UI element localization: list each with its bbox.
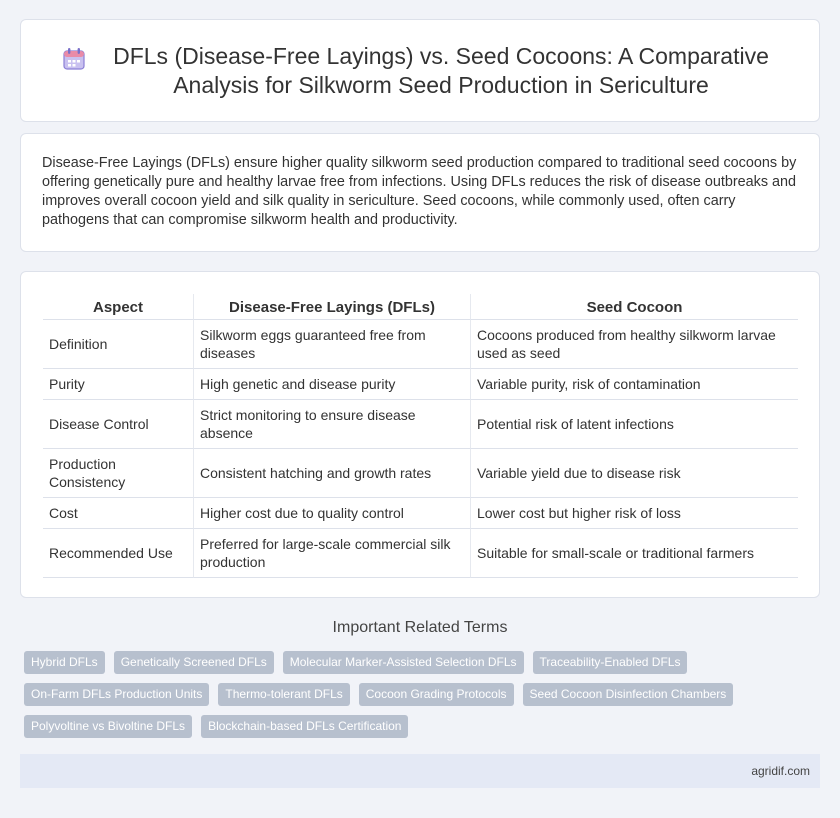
page-title: DFLs (Disease-Free Layings) vs. Seed Cocoons: A Comparative Analysis for Silkworm Seed Production in Sericulture (113, 42, 769, 98)
table-cell: Suitable for small-scale or traditional farmers (470, 529, 798, 578)
table-cell: Potential risk of latent infections (470, 400, 798, 449)
table-cell: Consistent hatching and growth rates (193, 449, 470, 498)
table-cell: Recommended Use (43, 529, 193, 578)
comparison-card (20, 271, 820, 598)
footer (20, 754, 820, 788)
table-cell: Disease Control (43, 400, 193, 449)
table-cell: Variable purity, risk of contamination (470, 369, 798, 400)
tag-link[interactable]: Thermo-tolerant DFLs (218, 683, 349, 706)
related-terms-tags (24, 651, 824, 747)
tag-link[interactable]: Cocoon Grading Protocols (359, 683, 514, 706)
table-cell: Preferred for large-scale commercial silk production (193, 529, 470, 578)
header-aspect: Aspect (43, 294, 193, 320)
table-cell: High genetic and disease purity (193, 369, 470, 400)
header-seed-cocoon: Seed Cocoon (470, 294, 798, 320)
table-row (43, 369, 798, 400)
tag-link[interactable]: Polyvoltine vs Bivoltine DFLs (24, 715, 192, 738)
intro-card (20, 133, 820, 252)
footer-site-link[interactable]: agridif.com (751, 764, 810, 778)
header-dfls: Disease-Free Layings (DFLs) (193, 294, 470, 320)
table-row (43, 529, 798, 578)
tag-link[interactable]: Seed Cocoon Disinfection Chambers (523, 683, 734, 706)
tag-row (24, 715, 824, 738)
title-card (20, 19, 820, 122)
tag-link[interactable]: Blockchain-based DFLs Certification (201, 715, 408, 738)
related-terms-title: Important Related Terms (332, 619, 508, 636)
table-cell: Variable yield due to disease risk (470, 449, 798, 498)
table-cell: Higher cost due to quality control (193, 498, 470, 529)
table-row (43, 498, 798, 529)
table-cell: Lower cost but higher risk of loss (470, 498, 798, 529)
tag-link[interactable]: Hybrid DFLs (24, 651, 105, 674)
tag-row (24, 651, 824, 674)
calendar-icon (61, 46, 87, 72)
tag-link[interactable]: On-Farm DFLs Production Units (24, 683, 209, 706)
table-cell: Purity (43, 369, 193, 400)
table-cell: Definition (43, 320, 193, 369)
table-row (43, 400, 798, 449)
table-row (43, 320, 798, 369)
tag-link[interactable]: Genetically Screened DFLs (114, 651, 274, 674)
tag-row (24, 683, 824, 706)
table-header-row (43, 294, 798, 320)
table-cell: Strict monitoring to ensure disease absence (193, 400, 470, 449)
tag-link[interactable]: Traceability-Enabled DFLs (533, 651, 688, 674)
intro-paragraph: Disease-Free Layings (DFLs) ensure higher quality silkworm seed production compared to traditional seed cocoons by offering genetically pure and healthy larvae free from infections. Using DFLs reduces the risk of disease outbreaks and improves overall cocoon yield and silk quality in sericulture. Seed cocoons, while commonly used, often carry pathogens that can compromise silkworm health and productivity. (42, 155, 797, 228)
table-cell: Cost (43, 498, 193, 529)
table-cell: Production Consistency (43, 449, 193, 498)
table-row (43, 449, 798, 498)
table-cell: Cocoons produced from healthy silkworm larvae used as seed (470, 320, 798, 369)
tag-link[interactable]: Molecular Marker-Assisted Selection DFLs (283, 651, 524, 674)
comparison-table (43, 294, 798, 578)
table-cell: Silkworm eggs guaranteed free from diseases (193, 320, 470, 369)
